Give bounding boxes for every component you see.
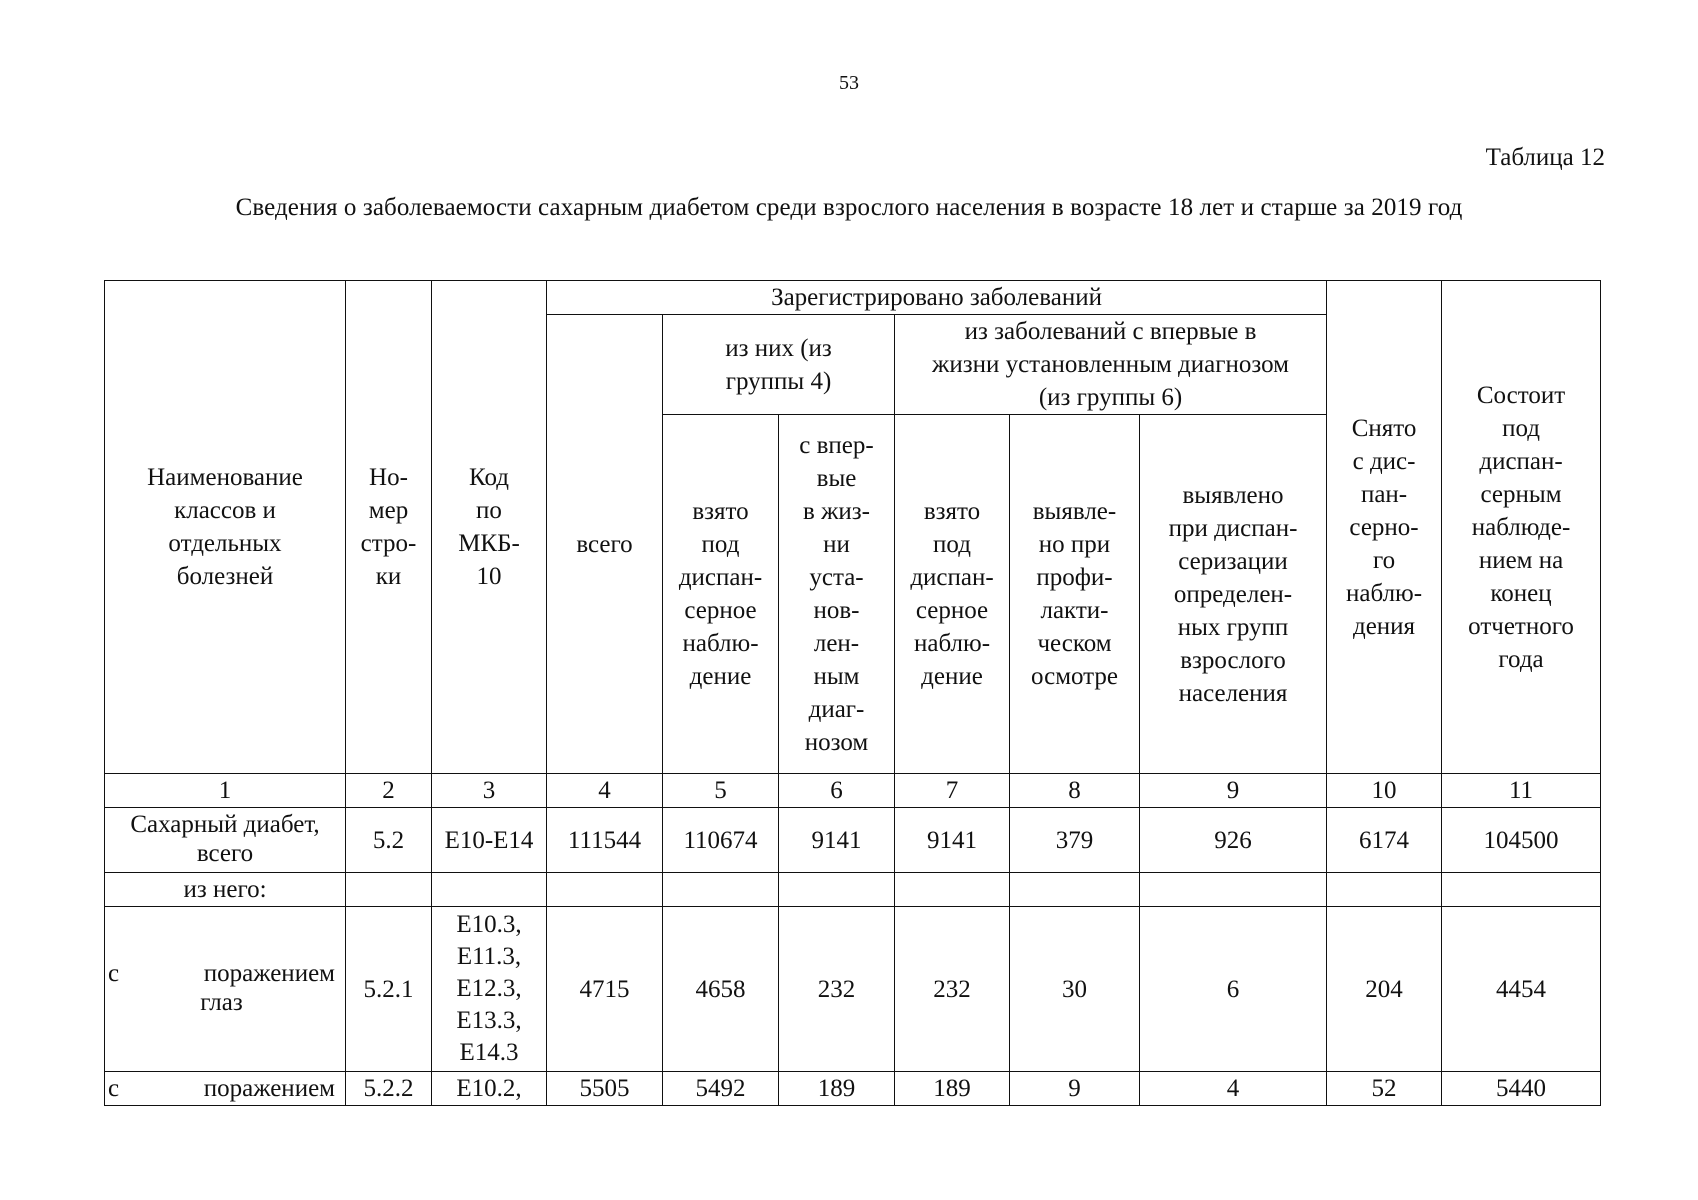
- table-row-kidney-damage: [105, 1072, 1601, 1106]
- row-name: [105, 1072, 346, 1106]
- cell-taken-under-observation-2: 232: [895, 907, 1010, 1072]
- empty-cell: [346, 873, 432, 907]
- cell-total: 111544: [547, 808, 663, 873]
- column-number: 3: [432, 774, 547, 808]
- cell-under-observation-end: 104500: [1442, 808, 1601, 873]
- cell-under-observation-end: 5440: [1442, 1072, 1601, 1106]
- column-number: 1: [105, 774, 346, 808]
- cell-taken-under-observation-2: 189: [895, 1072, 1010, 1106]
- column-number: 11: [1442, 774, 1601, 808]
- header-row-top: [105, 281, 1601, 315]
- column-number: 7: [895, 774, 1010, 808]
- cell-dispensarization: 4: [1140, 1072, 1327, 1106]
- header-icd-code: Код по МКБ- 10: [432, 281, 547, 774]
- cell-taken-under-observation: 4658: [663, 907, 779, 1072]
- column-number: 6: [779, 774, 895, 808]
- cell-prophylactic-exam: 379: [1010, 808, 1140, 873]
- cell-first-diagnosed: 189: [779, 1072, 895, 1106]
- header-registered: Зарегистрировано заболеваний: [547, 281, 1327, 315]
- row-name-line: [108, 960, 335, 989]
- table-row-of-which: [105, 873, 1601, 907]
- diabetes-statistics-table: [104, 280, 1601, 1106]
- empty-cell: [895, 873, 1010, 907]
- header-first-diagnosed: с впер- вые в жиз- ни уста- нов- лен- ным диаг- нозом: [779, 415, 895, 774]
- row-name: [105, 907, 346, 1072]
- column-number-row: [105, 774, 1601, 808]
- cell-dispensarization: 926: [1140, 808, 1327, 873]
- row-number: 5.2: [346, 808, 432, 873]
- empty-cell: [547, 873, 663, 907]
- row-name-word: с: [108, 1075, 120, 1102]
- cell-removed: 204: [1327, 907, 1442, 1072]
- row-number: 5.2.2: [346, 1072, 432, 1106]
- icd-code: E10.3, E11.3, E12.3, E13.3, E14.3: [432, 907, 547, 1072]
- cell-removed: 52: [1327, 1072, 1442, 1106]
- empty-cell: [1140, 873, 1327, 907]
- row-name-word: поражением: [203, 960, 335, 988]
- cell-taken-under-observation: 5492: [663, 1072, 779, 1106]
- cell-first-diagnosed: 232: [779, 907, 895, 1072]
- cell-prophylactic-exam: 9: [1010, 1072, 1140, 1106]
- header-dispensarization: выявлено при диспан- серизации определен- ных групп взрослого населения: [1140, 415, 1327, 774]
- icd-code: E10.2,: [432, 1072, 547, 1106]
- header-name: Наименование классов и отдельных болезней: [105, 281, 346, 774]
- empty-cell: [779, 873, 895, 907]
- cell-under-observation-end: 4454: [1442, 907, 1601, 1072]
- column-number: 9: [1140, 774, 1327, 808]
- empty-cell: [663, 873, 779, 907]
- table-label: Таблица 12: [1485, 144, 1605, 171]
- header-removed: Снято с дис- пан- серно- го наблю- дения: [1327, 281, 1442, 774]
- header-total: всего: [547, 315, 663, 774]
- column-number: 10: [1327, 774, 1442, 808]
- header-row-number: Но- мер стро- ки: [346, 281, 432, 774]
- cell-taken-under-observation: 110674: [663, 808, 779, 873]
- cell-first-diagnosed: 9141: [779, 808, 895, 873]
- cell-dispensarization: 6: [1140, 907, 1327, 1072]
- cell-taken-under-observation-2: 9141: [895, 808, 1010, 873]
- row-name-word: поражением: [203, 1075, 335, 1102]
- cell-total: 5505: [547, 1072, 663, 1106]
- header-taken-under-observation: взято под диспан- серное наблю- дение: [663, 415, 779, 774]
- empty-cell: [1442, 873, 1601, 907]
- row-name: Сахарный диабет, всего: [105, 808, 346, 873]
- cell-prophylactic-exam: 30: [1010, 907, 1140, 1072]
- column-number: 5: [663, 774, 779, 808]
- table-row-eye-damage: [105, 907, 1601, 1072]
- document-title: Сведения о заболеваемости сахарным диабетом среди взрослого населения в возрасте 18 лет и старше за 2019 год: [235, 194, 1463, 221]
- page-number: 53: [839, 72, 859, 94]
- empty-cell: [432, 873, 547, 907]
- header-group4: из них (из группы 4): [663, 315, 895, 415]
- column-number: 2: [346, 774, 432, 808]
- row-name-line: [108, 1072, 335, 1105]
- column-number: 8: [1010, 774, 1140, 808]
- table-row-diabetes-total: [105, 808, 1601, 873]
- row-number: 5.2.1: [346, 907, 432, 1072]
- column-number: 4: [547, 774, 663, 808]
- row-name-word: с: [108, 960, 120, 988]
- row-name-line: глаз: [200, 989, 243, 1016]
- empty-cell: [1010, 873, 1140, 907]
- icd-code: E10-E14: [432, 808, 547, 873]
- cell-total: 4715: [547, 907, 663, 1072]
- empty-cell: [1327, 873, 1442, 907]
- header-under-observation-end: Состоит под диспан- серным наблюде- нием на конец отчетного года: [1442, 281, 1601, 774]
- cell-removed: 6174: [1327, 808, 1442, 873]
- row-name: из него:: [105, 873, 346, 907]
- header-taken-under-observation-2: взято под диспан- серное наблю- дение: [895, 415, 1010, 774]
- header-prophylactic-exam: выявле- но при профи- лакти- ческом осмотре: [1010, 415, 1140, 774]
- header-group6: из заболеваний с впервые в жизни установленным диагнозом (из группы 6): [895, 315, 1327, 415]
